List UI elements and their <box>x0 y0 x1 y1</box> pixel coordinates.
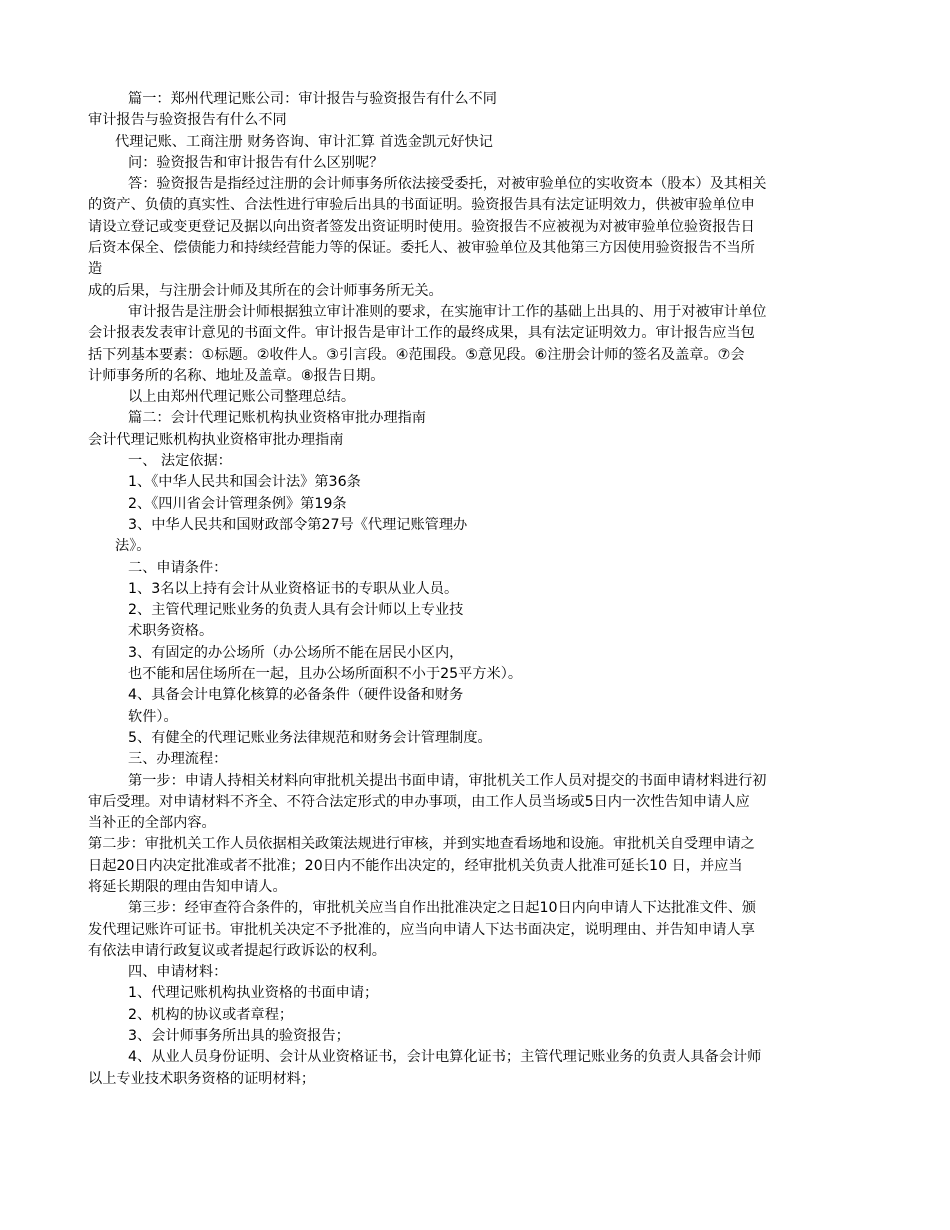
text-line: 第二步：审批机关工作人员依据相关政策法规进行审核，并到实地查看场地和设施。审批机关自受理申请之 <box>88 836 755 853</box>
text-line: 会计代理记账机构执业资格审批办理指南 <box>88 431 344 448</box>
text-line: 术职务资格。 <box>128 623 214 640</box>
text-line: 答：验资报告是指经过注册的会计师事务所依法接受委托，对被审验单位的实收资本（股本）及其相关 <box>128 176 767 193</box>
text-line: 也不能和居住场所在一起，且办公场所面积不小于25平方米）。 <box>128 666 523 683</box>
text-line: 审计报告与验资报告有什么不同 <box>88 112 287 129</box>
text-line: 的资产、负债的真实性、合法性进行审验后出具的书面证明。验资报告具有法定证明效力，供被审验单位申 <box>88 197 755 214</box>
text-line: 篇一：郑州代理记账公司：审计报告与验资报告有什么不同 <box>128 91 497 107</box>
text-line: 请设立登记或变更登记及据以向出资者签发出资证明时使用。验资报告不应被视为对被审验单位验资报告日 <box>88 218 755 235</box>
text-line: 审计报告是注册会计师根据独立审计准则的要求，在实施审计工作的基础上出具的、用于对被审计单位 <box>128 303 767 320</box>
text-line: 一、 法定依据： <box>128 453 232 470</box>
text-line: 二、申请条件： <box>128 559 228 576</box>
text-line: 第一步：申请人持相关材料向审批机关提出书面申请，审批机关工作人员对提交的书面申请材料进行初 <box>128 772 767 789</box>
text-line: 3、有固定的办公场所（办公场所不能在居民小区内， <box>128 644 464 661</box>
text-line: 代理记账、工商注册 财务咨询、审计汇算 首选金凯元好快记 <box>115 133 493 150</box>
text-line: 后资本保全、偿债能力和持续经营能力等的保证。委托人、被审验单位及其他第三方因使用验资报告不当所 <box>88 240 755 257</box>
text-line: 当补正的全部内容。 <box>88 815 216 832</box>
text-line: 3、会计师事务所出具的验资报告； <box>128 1028 350 1045</box>
text-line: 2、《四川省会计管理条例》第19条 <box>128 495 347 512</box>
text-line: 1、代理记账机构执业资格的书面申请； <box>128 985 379 1002</box>
text-line: 审后受理。对申请材料不齐全、不符合法定形式的申办事项，由工作人员当场或5日内一次性告知申请人应 <box>88 793 750 810</box>
text-line: 以上由郑州代理记账公司整理总结。 <box>128 389 356 406</box>
text-line: 3、中华人民共和国财政部令第27号《代理记账管理办 <box>128 516 468 533</box>
text-line: 括下列基本要素：①标题。②收件人。③引言段。④范围段。⑤意见段。⑥注册会计师的签名及盖章。⑦会 <box>88 346 745 363</box>
text-line: 三、办理流程： <box>128 751 228 768</box>
text-line: 法》。 <box>115 538 151 555</box>
text-line: 4、从业人员身份证明、会计从业资格证书，会计电算化证书；主管代理记账业务的负责人具备会计师 <box>128 1049 762 1066</box>
text-line: 2、机构的协议或者章程； <box>128 1006 294 1023</box>
text-line: 第三步：经审查符合条件的，审批机关应当自作出批准决定之日起10日内向申请人下达批准文件、颁 <box>128 900 757 917</box>
text-line: 1、《中华人民共和国会计法》第36条 <box>128 474 361 491</box>
document-body <box>88 89 868 1090</box>
text-line: 以上专业技术职务资格的证明材料； <box>88 1070 316 1087</box>
text-line: 将延长期限的理由告知申请人。 <box>88 878 287 895</box>
text-line: 4、具备会计电算化核算的必备条件（硬件设备和财务 <box>128 687 464 704</box>
text-line: 计师事务所的名称、地址及盖章。⑧报告日期。 <box>88 367 385 384</box>
text-line: 发代理记账许可证书。审批机关决定不予批准的，应当向申请人下达书面决定，说明理由、并告知申请人享 <box>88 921 755 938</box>
text-line: 软件）。 <box>128 708 178 725</box>
text-line: 有依法申请行政复议或者提起行政诉讼的权利。 <box>88 942 386 959</box>
text-line: 篇二：会计代理记账机构执业资格审批办理指南 <box>128 410 426 427</box>
text-line: 四、申请材料： <box>128 964 228 981</box>
text-line: 问：验资报告和审计报告有什么区别呢？ <box>128 154 384 171</box>
text-line: 造 <box>88 261 103 278</box>
text-line: 日起20日内决定批准或者不批准；20日内不能作出决定的，经审批机关负责人批准可延长10 日，并应当 <box>88 857 743 874</box>
text-line: 会计报表发表审计意见的书面文件。审计报告是审计工作的最终成果，具有法定证明效力。审计报告应当包 <box>88 325 755 342</box>
text-line: 成的后果，与注册会计师及其所在的会计师事务所无关。 <box>88 282 443 299</box>
text-line: 2、主管代理记账业务的负责人具有会计师以上专业技 <box>128 602 464 619</box>
text-line: 1、3名以上持有会计从业资格证书的专职从业人员。 <box>128 580 459 597</box>
text-line: 5、有健全的代理记账业务法律规范和财务会计管理制度。 <box>128 729 492 746</box>
